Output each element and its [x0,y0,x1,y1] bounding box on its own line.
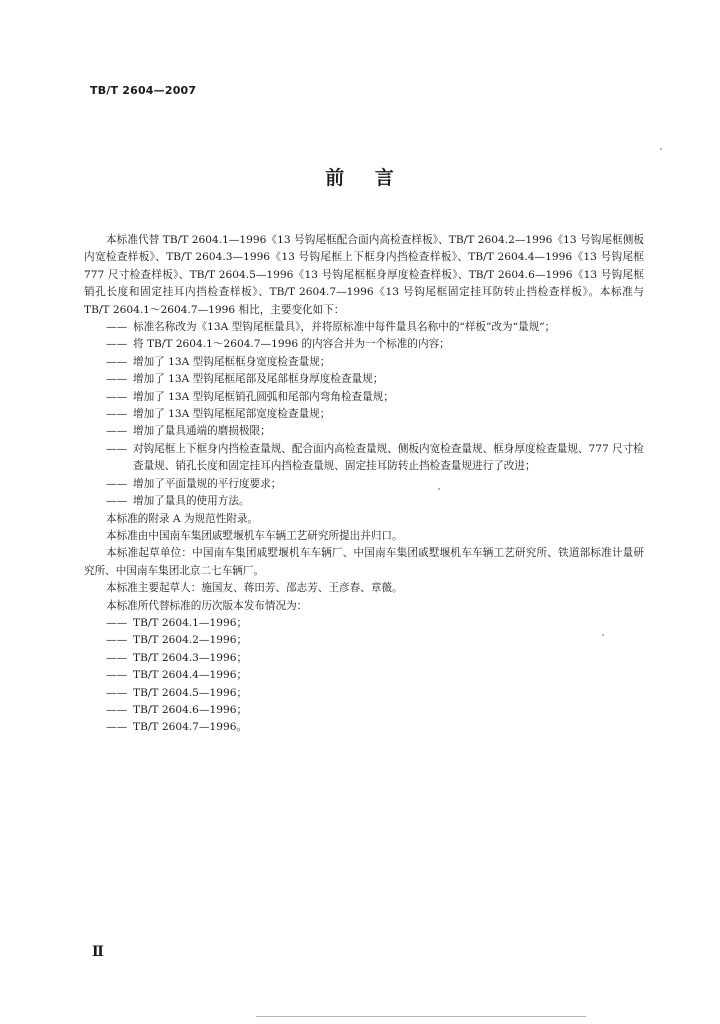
history-list [84,615,644,737]
change-item-text: 增加了量具通端的磨损极限； [133,425,271,438]
dash-glyph: —— [106,442,128,455]
dash-glyph: —— [106,390,128,403]
change-item-text: 增加了量具的使用方法。 [133,495,250,508]
change-item [84,441,644,476]
change-item-text: 增加了平面量规的平行度要求； [133,477,282,490]
dash-glyph: —— [106,651,128,664]
proposed-by-statement: 本标准由中国南车集团戚墅堰机车车辆工艺研究所提出并归口。 [106,529,403,542]
dash-glyph: —— [106,703,128,716]
page-title: 前 言 [325,167,395,189]
annex-statement: 本标准的附录 A 为规范性附录。 [106,512,259,525]
history-item [84,615,644,632]
dash-glyph: —— [106,425,128,438]
replacement-paragraph: 本标准代替 TB/T 2604.1—1996《13 号钩尾框配合面内高检查样板》、TB/T 2604.2—1996《13 号钩尾框侧板内宽检查样板》、TB/T 2604.3—1996《13 号钩尾框上下框身内挡检查样板》、TB/T 2604.4—1996《13 号钩尾框 777 尺寸检查样板》、TB/T 2604.5—1996《13 号钩尾框框身厚度检查样板》、TB/T 2604.6—1996《13 号钩尾框销孔长度和固定挂耳内挡检查样板》、TB/T 2604.7—1996《13 号钩尾框固定挂耳防转止挡检查样板》。本标准与 TB/T 2604.1～2604.7—1996 相比，主要变化如下： [84,234,644,316]
change-item-text: 增加了 13A 型钩尾框尾部宽度检查量规； [133,408,331,421]
dash-glyph: —— [106,616,128,629]
drafting-units-statement: 本标准起草单位：中国南车集团戚墅堰机车车辆厂、中国南车集团戚墅堰机车车辆工艺研究所、铁道部标准计量研究所、中国南车集团北京二七车辆厂。 [84,547,644,577]
history-item-text: TB/T 2604.2—1996； [133,634,248,647]
dash-glyph: —— [106,338,128,351]
history-item [84,719,644,736]
change-item-text: 将 TB/T 2604.1～2604.7—1996 的内容合并为一个标准的内容； [133,338,450,351]
dash-glyph: —— [106,373,128,386]
history-item [84,667,644,684]
scan-artifact-dot [660,148,662,150]
foreword-body [84,232,644,737]
history-item [84,632,644,649]
scan-artifact-line [256,1016,586,1017]
dash-glyph: —— [106,408,128,421]
changes-list [84,319,644,510]
history-item-text: TB/T 2604.6—1996； [133,703,248,716]
history-item-text: TB/T 2604.5—1996； [133,686,248,699]
page-number: Ⅱ [92,944,104,960]
dash-glyph: —— [106,495,128,508]
change-item [84,319,644,336]
history-item [84,702,644,719]
change-item [84,476,644,493]
dash-glyph: —— [106,477,128,490]
history-item [84,685,644,702]
dash-glyph: —— [106,686,128,699]
scan-artifact-dot [602,634,604,636]
change-item [84,371,644,388]
dash-glyph: —— [106,669,128,682]
change-item-text: 标准名称改为《13A 型钩尾框量具》，并将原标准中每件量具名称中的“样板”改为“量规”； [133,321,556,334]
change-item-text: 增加了 13A 型钩尾框销孔圆弧和尾部内弯角检查量规； [133,390,394,403]
history-item-text: TB/T 2604.1—1996； [133,616,248,629]
change-item [84,423,644,440]
dash-glyph: —— [106,355,128,368]
drafters-statement: 本标准主要起草人：施国友、蒋田芳、邵志芳、王彦春、章薇。 [106,582,403,595]
history-item-text: TB/T 2604.4—1996； [133,669,248,682]
change-item-text: 增加了 13A 型钩尾框框身宽度检查量规； [133,355,331,368]
dash-glyph: —— [106,634,128,647]
history-item-text: TB/T 2604.7—1996。 [133,721,248,734]
change-item [84,336,644,353]
history-intro: 本标准所代替标准的历次版本发布情况为： [106,599,308,612]
dash-glyph: —— [106,321,128,334]
change-item [84,493,644,510]
standard-code-header: TB/T 2604—2007 [90,84,197,97]
change-item [84,389,644,406]
change-item-text: 增加了 13A 型钩尾框尾部及尾部框身厚度检查量规； [133,373,384,386]
change-item [84,406,644,423]
history-item-text: TB/T 2604.3—1996； [133,651,248,664]
history-item [84,650,644,667]
change-item [84,354,644,371]
scan-artifact-dot [438,488,440,490]
change-item-text: 对钩尾框上下框身内挡检查量规、配合面内高检查量规、侧板内宽检查量规、框身厚度检查量规、777 尺寸检查量规、销孔长度和固定挂耳内挡检查量规、固定挂耳防转止挡检查量规进行了改进； [133,442,644,473]
dash-glyph: —— [106,721,128,734]
